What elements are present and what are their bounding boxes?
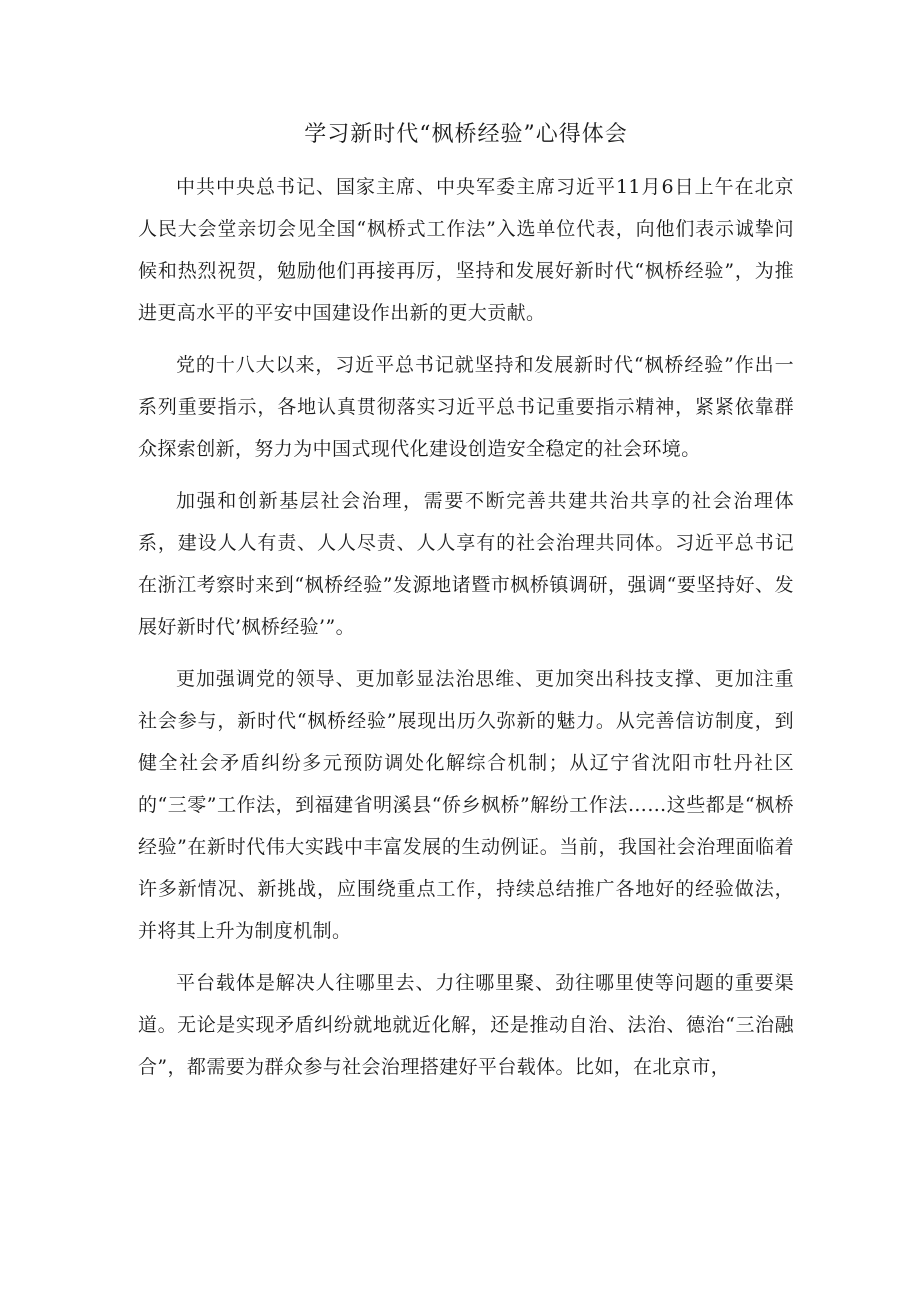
paragraph-4: 更加强调党的领导、更加彰显法治思维、更加突出科技支撑、更加注重社会参与，新时代“枫桥经验”展现出历久弥新的魅力。从完善信访制度，到健全社会矛盾纠纷多元预防调处化解综合机制；从辽宁省沈阳市牡丹社区的“三零”工作法，到福建省明溪县“侨乡枫桥”解纷工作法……这些都是“枫桥经验”在新时代伟大实践中丰富发展的生动例证。当前，我国社会治理面临着许多新情况、新挑战，应围绕重点工作，持续总结推广各地好的经验做法，并将其上升为制度机制。 bbox=[138, 668, 794, 942]
paragraph-5: 平台载体是解决人往哪里去、力往哪里聚、劲往哪里使等问题的重要渠道。无论是实现矛盾纠纷就地就近化解，还是推动自治、法治、德治“三治融合”，都需要为群众参与社会治理搭建好平台载体。比如，在北京市， bbox=[138, 972, 794, 1078]
document-body bbox=[138, 112, 794, 1098]
paragraph-3: 加强和创新基层社会治理，需要不断完善共建共治共享的社会治理体系，建设人人有责、人人尽责、人人享有的社会治理共同体。习近平总书记在浙江考察时来到“枫桥经验”发源地诸暨市枫桥镇调研，强调“要坚持好、发展好新时代’枫桥经验’”。 bbox=[138, 490, 794, 638]
document-title: 学习新时代“枫桥经验”心得体会 bbox=[304, 122, 628, 147]
paragraph-2: 党的十八大以来，习近平总书记就坚持和发展新时代“枫桥经验”作出一系列重要指示，各地认真贯彻落实习近平总书记重要指示精神，紧紧依靠群众探索创新，努力为中国式现代化建设创造安全稳定的社会环境。 bbox=[138, 354, 794, 460]
paragraph-1: 中共中央总书记、国家主席、中央军委主席习近平11月6日上午在北京人民大会堂亲切会见全国“枫桥式工作法”入选单位代表，向他们表示诚挚问候和热烈祝贺，勉励他们再接再厉，坚持和发展好新时代“枫桥经验”，为推进更高水平的平安中国建设作出新的更大贡献。 bbox=[138, 176, 794, 324]
